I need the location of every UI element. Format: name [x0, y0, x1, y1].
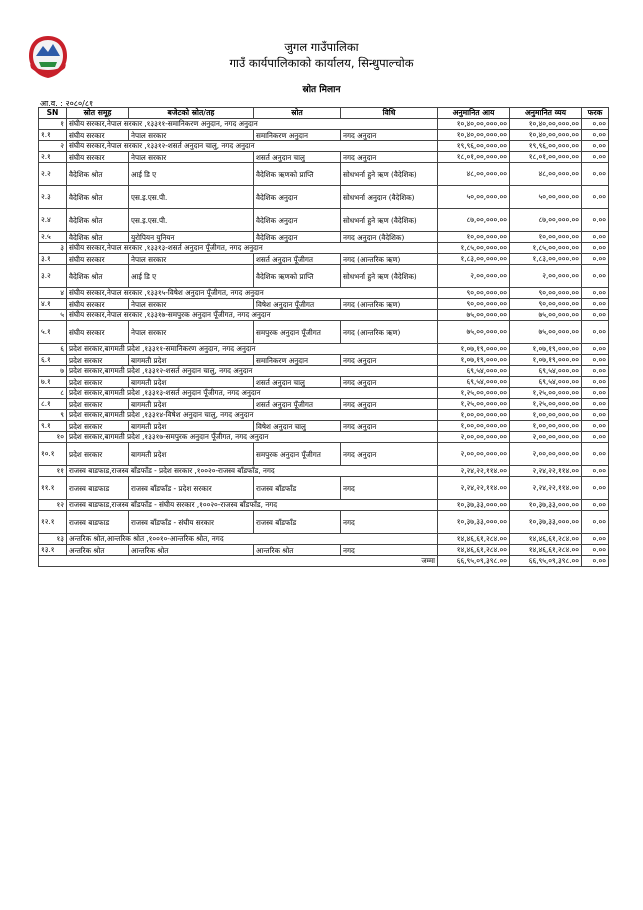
estimated-income: १,००,००,०००.००: [438, 421, 510, 432]
row-sn: ११.१: [39, 477, 67, 500]
table-row: [39, 545, 609, 556]
difference: ०.००: [582, 243, 609, 254]
difference: ०.००: [582, 186, 609, 209]
source-name: विषेश अनुदान चालु: [254, 421, 341, 432]
estimated-income: १०,४०,००,०००.००: [438, 119, 510, 130]
budget-level: नेपाल सरकार: [129, 299, 254, 310]
estimated-expense: १,२५,००,०००.००: [510, 388, 582, 399]
source-name: राजस्व बाँडफाँड: [254, 511, 341, 534]
total-difference: ०.००: [582, 556, 609, 567]
category-row: [39, 534, 609, 545]
estimated-expense: १०,००,०००.००: [510, 232, 582, 243]
category-row: [39, 119, 609, 130]
estimated-expense: ६९,५४,०००.००: [510, 377, 582, 388]
difference: ०.००: [582, 399, 609, 410]
estimated-income: ५०,००,०००.००: [438, 186, 510, 209]
difference: ०.००: [582, 511, 609, 534]
estimated-income: ९०,००,०००.००: [438, 299, 510, 310]
estimated-expense: १४,४६,६१,२८४.००: [510, 545, 582, 556]
table-row: [39, 443, 609, 466]
category-description: संघीय सरकार,नेपाल सरकार ,१३३११-समानिकरण अनुदान, नगद अनुदान: [67, 119, 438, 130]
source-name: विषेश अनुदान पूँजीगत: [254, 299, 341, 310]
category-description: संघीय सरकार,नेपाल सरकार ,१३३१३-शसर्त अनुदान पूँजीगत, नगद अनुदान: [67, 243, 438, 254]
col-header-income: अनुमानित आय: [438, 108, 510, 119]
category-row: [39, 466, 609, 477]
source-reconciliation-table: [38, 107, 609, 567]
row-sn: २.२: [39, 163, 67, 186]
difference: ०.००: [582, 355, 609, 366]
method: नगद अनुदान: [341, 377, 438, 388]
budget-level: आई डि ए: [129, 265, 254, 288]
estimated-income: १,०७,१९,०००.००: [438, 355, 510, 366]
method: सोधभर्ना हुने ऋण (वैदेशिक): [341, 163, 438, 186]
municipality-name: जुगल गाउँपालिका: [284, 40, 359, 54]
estimated-income: ८७,००,०००.००: [438, 209, 510, 232]
estimated-income: २,००,०००.००: [438, 265, 510, 288]
source-name: शसर्त अनुदान पूँजीगत: [254, 254, 341, 265]
source-group: राजस्व बाडफाड: [67, 511, 129, 534]
method: नगद अनुदान: [341, 443, 438, 466]
method: नगद अनुदान: [341, 355, 438, 366]
source-group: संघीय सरकार: [67, 299, 129, 310]
estimated-income: ४८,००,०००.००: [438, 163, 510, 186]
difference: ०.००: [582, 299, 609, 310]
total-row: [39, 556, 609, 567]
row-sn: ३.२: [39, 265, 67, 288]
row-sn: २.३: [39, 186, 67, 209]
source-name: वैदेशिक ऋणको प्राप्ति: [254, 163, 341, 186]
source-group: प्रदेश सरकार: [67, 377, 129, 388]
table-row: [39, 209, 609, 232]
source-group: राजस्व बाडफाड: [67, 477, 129, 500]
category-row: [39, 344, 609, 355]
row-sn: ६.१: [39, 355, 67, 366]
estimated-income: १,०७,१९,०००.००: [438, 344, 510, 355]
difference: ०.००: [582, 163, 609, 186]
row-sn: ३.१: [39, 254, 67, 265]
budget-level: एस.इ.एस.पी.: [129, 209, 254, 232]
table-header-row: [39, 108, 609, 119]
estimated-expense: ९०,००,०००.००: [510, 299, 582, 310]
estimated-expense: १०,३७,३३,०००.००: [510, 500, 582, 511]
table-row: [39, 377, 609, 388]
col-header-method: विधि: [341, 108, 438, 119]
category-row: [39, 410, 609, 421]
method: नगद अनुदान: [341, 152, 438, 163]
estimated-income: ७५,००,०००.००: [438, 310, 510, 321]
method: सोधभर्ना अनुदान (वैदेशिक): [341, 186, 438, 209]
estimated-expense: १८,०१,००,०००.००: [510, 152, 582, 163]
row-sn: १२.१: [39, 511, 67, 534]
estimated-expense: १,८३,००,०००.००: [510, 254, 582, 265]
category-description: प्रदेश सरकार,बागमती प्रदेश ,१३३१२-शसर्त अनुदान चालु, नगद अनुदान: [67, 366, 438, 377]
category-row: [39, 310, 609, 321]
total-label: जम्मा: [39, 556, 438, 567]
source-group: संघीय सरकार: [67, 130, 129, 141]
budget-level: नेपाल सरकार: [129, 130, 254, 141]
budget-level: बागमती प्रदेश: [129, 355, 254, 366]
total-expense: ६६,९५,०९,३९८.००: [510, 556, 582, 567]
fiscal-year: आ.व. : २०८०/८१: [40, 99, 94, 108]
source-group: प्रदेश सरकार: [67, 399, 129, 410]
category-row: [39, 432, 609, 443]
source-group: वैदेशिक श्रोत: [67, 163, 129, 186]
row-sn: १२: [39, 500, 67, 511]
row-sn: ७: [39, 366, 67, 377]
category-description: राजस्व बाडफाड,राजस्व बाँडफाँड - प्रदेश सरकार ,१००२०-राजस्व बाँडफाँड, नगद: [67, 466, 438, 477]
difference: ०.००: [582, 432, 609, 443]
method: नगद (आन्तरिक ऋण): [341, 254, 438, 265]
office-name: गाउँ कार्यपालिकाको कार्यालय, सिन्धुपाल्चोक: [229, 56, 414, 70]
table-row: [39, 152, 609, 163]
source-group: वैदेशिक श्रोत: [67, 186, 129, 209]
estimated-expense: १,८५,००,०००.००: [510, 243, 582, 254]
table-row: [39, 421, 609, 432]
estimated-income: १०,००,०००.००: [438, 232, 510, 243]
estimated-income: २,००,००,०००.००: [438, 443, 510, 466]
row-sn: २.४: [39, 209, 67, 232]
row-sn: ९: [39, 410, 67, 421]
source-group: संघीय सरकार: [67, 152, 129, 163]
difference: ०.००: [582, 209, 609, 232]
budget-level: बागमती प्रदेश: [129, 399, 254, 410]
estimated-expense: २,००,००,०००.००: [510, 443, 582, 466]
difference: ०.००: [582, 254, 609, 265]
estimated-income: ६९,५४,०००.००: [438, 366, 510, 377]
difference: ०.००: [582, 410, 609, 421]
total-income: ६६,९५,०९,३९८.००: [438, 556, 510, 567]
row-sn: ७.१: [39, 377, 67, 388]
category-row: [39, 366, 609, 377]
method: नगद अनुदान (वैदेशिक): [341, 232, 438, 243]
estimated-expense: २,२४,२२,११४.००: [510, 466, 582, 477]
row-sn: ११: [39, 466, 67, 477]
difference: ०.००: [582, 344, 609, 355]
source-group: प्रदेश सरकार: [67, 421, 129, 432]
budget-level: एस.इ.एस.पी.: [129, 186, 254, 209]
category-description: प्रदेश सरकार,बागमती प्रदेश ,१३३१४-विषेश अनुदान चालु, नगद अनुदान: [67, 410, 438, 421]
row-sn: १०: [39, 432, 67, 443]
budget-level: बागमती प्रदेश: [129, 421, 254, 432]
method: नगद: [341, 545, 438, 556]
difference: ०.००: [582, 545, 609, 556]
category-description: राजस्व बाडफाड,राजस्व बाँडफाँड - संघीय सरकार ,१००२०-राजस्व बाँडफाँड, नगद: [67, 500, 438, 511]
estimated-expense: ४८,००,०००.००: [510, 163, 582, 186]
estimated-expense: २,००,००,०००.००: [510, 432, 582, 443]
method: सोधभर्ना हुने ऋण (वैदेशिक): [341, 209, 438, 232]
row-sn: २: [39, 141, 67, 152]
source-name: शसर्त अनुदान चालु: [254, 152, 341, 163]
row-sn: १३.१: [39, 545, 67, 556]
method: नगद अनुदान: [341, 130, 438, 141]
source-name: समपुरक अनुदान पूँजीगत: [254, 443, 341, 466]
category-description: प्रदेश सरकार,बागमती प्रदेश ,१३३१३-शसर्त अनुदान पूँजीगत, नगद अनुदान: [67, 388, 438, 399]
row-sn: ९.१: [39, 421, 67, 432]
difference: ०.००: [582, 130, 609, 141]
estimated-expense: १०,४०,००,०००.००: [510, 130, 582, 141]
source-group: वैदेशिक श्रोत: [67, 232, 129, 243]
category-description: संघीय सरकार,नेपाल सरकार ,१३३१७-समपुरक अनुदान पूँजीगत, नगद अनुदान: [67, 310, 438, 321]
estimated-income: १,२५,००,०००.००: [438, 388, 510, 399]
estimated-income: १०,३७,३३,०००.००: [438, 500, 510, 511]
row-sn: ८: [39, 388, 67, 399]
category-description: प्रदेश सरकार,बागमती प्रदेश ,१३३११-समानिकरण अनुदान, नगद अनुदान: [67, 344, 438, 355]
table-row: [39, 265, 609, 288]
estimated-income: १,८३,००,०००.००: [438, 254, 510, 265]
category-row: [39, 243, 609, 254]
row-sn: १.१: [39, 130, 67, 141]
budget-level: नेपाल सरकार: [129, 152, 254, 163]
estimated-income: २,२४,२२,११४.००: [438, 466, 510, 477]
budget-level: राजस्व बाँडफाँड - संघीय सरकार: [129, 511, 254, 534]
source-name: वैदेशिक अनुदान: [254, 186, 341, 209]
estimated-income: १९,९६,००,०००.००: [438, 141, 510, 152]
difference: ०.००: [582, 377, 609, 388]
difference: ०.००: [582, 310, 609, 321]
estimated-income: १०,४०,००,०००.००: [438, 130, 510, 141]
budget-level: नेपाल सरकार: [129, 321, 254, 344]
method: नगद अनुदान: [341, 421, 438, 432]
budget-level: युरोपियन युनियन: [129, 232, 254, 243]
category-description: संघीय सरकार,नेपाल सरकार ,१३३१५-विषेश अनुदान पूँजीगत, नगद अनुदान: [67, 288, 438, 299]
source-name: वैदेशिक ऋणको प्राप्ति: [254, 265, 341, 288]
difference: ०.००: [582, 388, 609, 399]
category-description: संघीय सरकार,नेपाल सरकार ,१३३१२-शसर्त अनुदान चालु, नगद अनुदान: [67, 141, 438, 152]
budget-level: आई डि ए: [129, 163, 254, 186]
estimated-income: १,२५,००,०००.००: [438, 399, 510, 410]
source-group: संघीय सरकार: [67, 254, 129, 265]
budget-level: आन्तरिक श्रोत: [129, 545, 254, 556]
table-row: [39, 130, 609, 141]
col-header-group: स्रोत समूह: [67, 108, 129, 119]
source-name: राजस्व बाँडफाँड: [254, 477, 341, 500]
row-sn: १०.१: [39, 443, 67, 466]
estimated-expense: ७५,००,०००.००: [510, 310, 582, 321]
estimated-expense: २,००,०००.००: [510, 265, 582, 288]
row-sn: ४: [39, 288, 67, 299]
difference: ०.००: [582, 288, 609, 299]
col-header-difference: फरक: [582, 108, 609, 119]
category-row: [39, 288, 609, 299]
category-description: अन्तरिक श्रोत,आन्तरिक श्रोत ,१००१०-आन्तरिक श्रोत, नगद: [67, 534, 438, 545]
difference: ०.००: [582, 366, 609, 377]
estimated-income: ६९,५४,०००.००: [438, 377, 510, 388]
estimated-expense: ७५,००,०००.००: [510, 321, 582, 344]
table-row: [39, 186, 609, 209]
estimated-expense: १०,४०,००,०००.००: [510, 119, 582, 130]
source-name: समपुरक अनुदान पूँजीगत: [254, 321, 341, 344]
table-row: [39, 477, 609, 500]
source-name: आन्तरिक श्रोत: [254, 545, 341, 556]
estimated-income: ९०,००,०००.००: [438, 288, 510, 299]
estimated-expense: १,०७,१९,०००.००: [510, 344, 582, 355]
page-title: स्रोत मिलान: [302, 85, 341, 95]
difference: ०.००: [582, 477, 609, 500]
budget-level: बागमती प्रदेश: [129, 443, 254, 466]
estimated-income: २,२४,२२,११४.००: [438, 477, 510, 500]
category-description: प्रदेश सरकार,बागमती प्रदेश ,१३३१७-समपुरक अनुदान पूँजीगत, नगद अनुदान: [67, 432, 438, 443]
budget-level: राजस्व बाँडफाँड - प्रदेश सरकार: [129, 477, 254, 500]
table-row: [39, 232, 609, 243]
table-row: [39, 511, 609, 534]
estimated-expense: ६९,५४,०००.००: [510, 366, 582, 377]
difference: ०.००: [582, 141, 609, 152]
estimated-income: २,००,००,०००.००: [438, 432, 510, 443]
estimated-expense: ८७,००,०००.००: [510, 209, 582, 232]
difference: ०.००: [582, 500, 609, 511]
estimated-expense: १,०७,१९,०००.००: [510, 355, 582, 366]
method: नगद (आन्तरिक ऋण): [341, 321, 438, 344]
budget-level: नेपाल सरकार: [129, 254, 254, 265]
source-group: वैदेशिक श्रोत: [67, 209, 129, 232]
estimated-income: १८,०१,००,०००.००: [438, 152, 510, 163]
estimated-income: १,८५,००,०००.००: [438, 243, 510, 254]
estimated-expense: १९,९६,००,०००.००: [510, 141, 582, 152]
source-name: शसर्त अनुदान पूँजीगत: [254, 399, 341, 410]
col-header-source: स्रोत: [254, 108, 341, 119]
source-name: वैदेशिक अनुदान: [254, 232, 341, 243]
row-sn: ६: [39, 344, 67, 355]
table-row: [39, 163, 609, 186]
row-sn: १: [39, 119, 67, 130]
source-name: समानिकरण अनुदान: [254, 130, 341, 141]
estimated-expense: १०,३७,३३,०००.००: [510, 511, 582, 534]
difference: ०.००: [582, 321, 609, 344]
source-group: संघीय सरकार: [67, 321, 129, 344]
difference: ०.००: [582, 421, 609, 432]
row-sn: ३: [39, 243, 67, 254]
estimated-expense: २,२४,२२,११४.००: [510, 477, 582, 500]
method: नगद: [341, 511, 438, 534]
difference: ०.००: [582, 443, 609, 466]
method: सोधभर्ना हुने ऋण (वैदेशिक): [341, 265, 438, 288]
category-row: [39, 141, 609, 152]
table-row: [39, 254, 609, 265]
method: नगद (आन्तरिक ऋण): [341, 299, 438, 310]
table-row: [39, 399, 609, 410]
category-row: [39, 388, 609, 399]
method: नगद अनुदान: [341, 399, 438, 410]
source-name: वैदेशिक अनुदान: [254, 209, 341, 232]
col-header-expense: अनुमानित व्यय: [510, 108, 582, 119]
col-header-sn: SN: [39, 108, 67, 119]
source-name: समानिकरण अनुदान: [254, 355, 341, 366]
table-row: [39, 321, 609, 344]
method: नगद: [341, 477, 438, 500]
estimated-expense: १,००,००,०००.००: [510, 421, 582, 432]
estimated-income: ७५,००,०००.००: [438, 321, 510, 344]
estimated-income: १४,४६,६१,२८४.००: [438, 545, 510, 556]
table-body: [39, 119, 609, 567]
col-header-budget-level: बजेटको स्रोत/तह: [129, 108, 254, 119]
row-sn: ८.१: [39, 399, 67, 410]
row-sn: १३: [39, 534, 67, 545]
row-sn: २.५: [39, 232, 67, 243]
difference: ०.००: [582, 232, 609, 243]
estimated-income: १४,४६,६१,२८४.००: [438, 534, 510, 545]
table-row: [39, 355, 609, 366]
difference: ०.००: [582, 152, 609, 163]
category-row: [39, 500, 609, 511]
difference: ०.००: [582, 534, 609, 545]
estimated-income: १,००,००,०००.००: [438, 410, 510, 421]
difference: ०.००: [582, 265, 609, 288]
row-sn: ४.१: [39, 299, 67, 310]
table-row: [39, 299, 609, 310]
budget-level: बागमती प्रदेश: [129, 377, 254, 388]
difference: ०.००: [582, 466, 609, 477]
estimated-expense: १४,४६,६१,२८४.००: [510, 534, 582, 545]
estimated-income: १०,३७,३३,०००.००: [438, 511, 510, 534]
estimated-expense: ५०,००,०००.००: [510, 186, 582, 209]
estimated-expense: ९०,००,०००.००: [510, 288, 582, 299]
row-sn: २.१: [39, 152, 67, 163]
row-sn: ५.१: [39, 321, 67, 344]
difference: ०.००: [582, 119, 609, 130]
estimated-expense: १,००,००,०००.००: [510, 410, 582, 421]
estimated-expense: १,२५,००,०००.००: [510, 399, 582, 410]
source-group: अन्तरिक श्रोत: [67, 545, 129, 556]
row-sn: ५: [39, 310, 67, 321]
source-group: प्रदेश सरकार: [67, 355, 129, 366]
source-group: प्रदेश सरकार: [67, 443, 129, 466]
source-name: शसर्त अनुदान चालु: [254, 377, 341, 388]
source-group: वैदेशिक श्रोत: [67, 265, 129, 288]
